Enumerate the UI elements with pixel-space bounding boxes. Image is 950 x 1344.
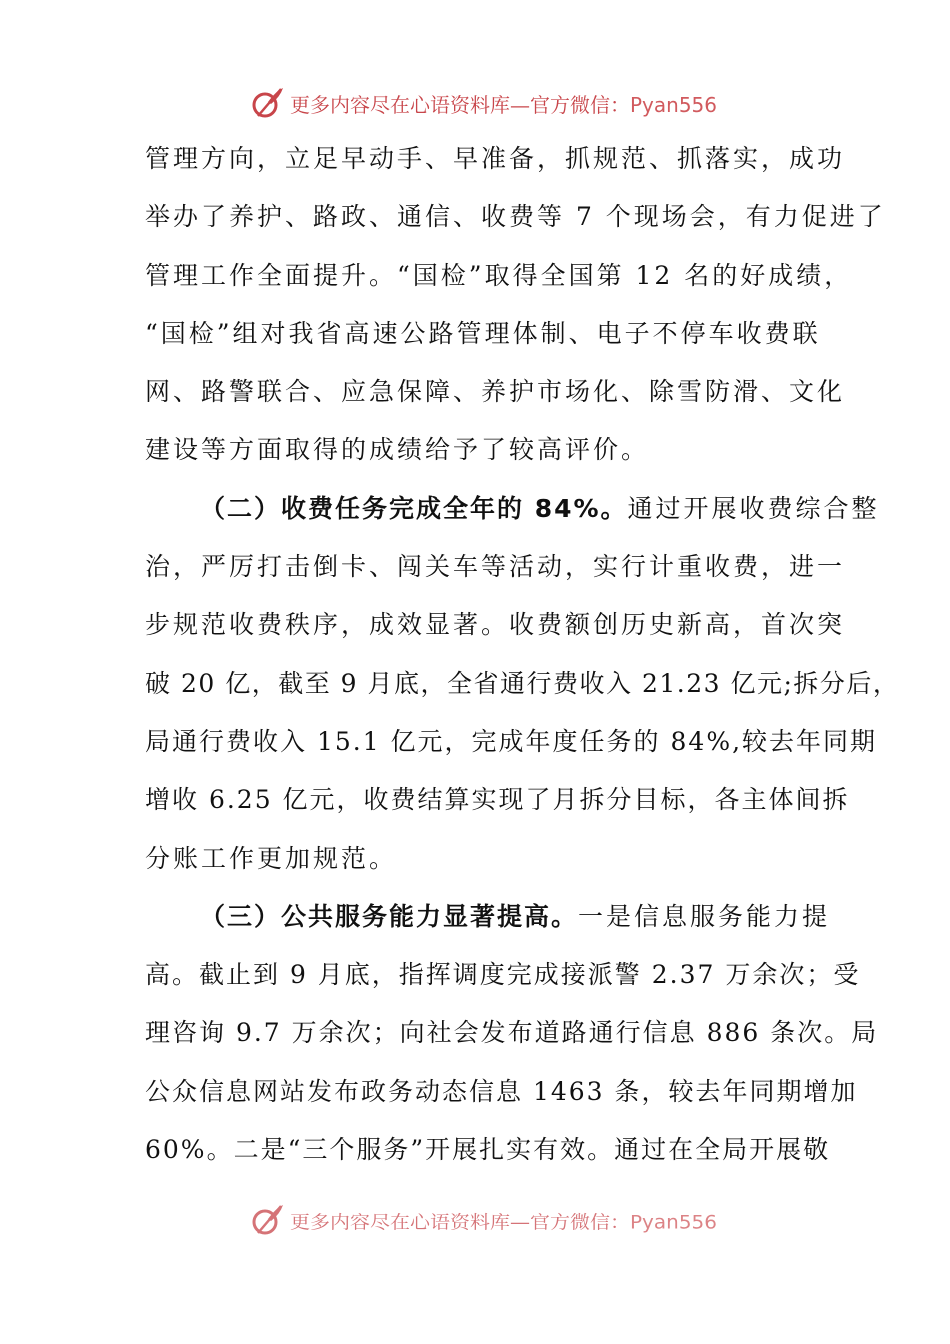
text-line: 理咨询 9.7 万余次；向社会发布道路通行信息 886 条次。局 — [145, 1018, 879, 1048]
text-line: 公众信息网站发布政务动态信息 1463 条，较去年同期增加 — [145, 1076, 858, 1106]
section-heading: （三）公共服务能力显著提高。 — [200, 901, 579, 931]
text-line: 分账工作更加规范。 — [145, 843, 398, 873]
paragraph-first-line — [145, 480, 880, 538]
feather-logo-icon — [250, 1202, 286, 1238]
section-heading: （二）收费任务完成全年的 84%。 — [200, 493, 628, 523]
header-watermark — [250, 83, 810, 123]
paragraph-1 — [145, 130, 886, 480]
watermark-text: 更多内容尽在心语资料库—官方微信：Pyan556 — [290, 92, 718, 117]
paragraph-2 — [145, 480, 900, 888]
text-line: 增收 6.25 亿元，收费结算实现了月拆分目标，各主体间拆 — [145, 785, 850, 815]
text-line: 建设等方面取得的成绩给予了较高评价。 — [145, 435, 650, 465]
text-line: 高。截止到 9 月底，指挥调度完成接派警 2.37 万余次；受 — [145, 960, 861, 990]
text-line: 治，严厉打击倒卡、闯关车等活动，实行计重收费，进一 — [145, 552, 846, 582]
text-line: 步规范收费秩序，成效显著。收费额创历史新高，首次突 — [145, 610, 846, 640]
footer-watermark — [250, 1200, 810, 1240]
text-run: 通过开展收费综合整 — [627, 493, 880, 523]
wechat-id: Pyan556 — [630, 92, 718, 117]
document-body — [145, 130, 900, 1179]
text-run: 一是信息服务能力提 — [578, 901, 831, 931]
text-line: “国检”组对我省高速公路管理体制、电子不停车收费联 — [145, 318, 821, 348]
text-line: 60%。二是“三个服务”开展扎实有效。通过在全局开展敬 — [145, 1135, 831, 1165]
text-line: 网、路警联合、应急保障、养护市场化、除雪防滑、文化 — [145, 377, 846, 407]
text-line: 管理工作全面提升。“国检”取得全国第 12 名的好成绩， — [145, 260, 853, 290]
text-line: 局通行费收入 15.1 亿元，完成年度任务的 84%,较去年同期 — [145, 726, 878, 756]
paragraph-3 — [145, 888, 879, 1179]
watermark-text: 更多内容尽在心语资料库—官方微信：Pyan556 — [290, 1210, 718, 1233]
paragraph-first-line — [145, 888, 831, 946]
text-line: 破 20 亿，截至 9 月底，全省通行费收入 21.23 亿元;拆分后， — [145, 668, 900, 698]
text-line: 管理方向，立足早动手、早准备，抓规范、抓落实，成功 — [145, 144, 846, 173]
wechat-id: Pyan556 — [630, 1210, 718, 1233]
feather-logo-icon — [250, 85, 286, 121]
text-line: 举办了养护、路政、通信、收费等 7 个现场会，有力促进了 — [145, 202, 886, 232]
